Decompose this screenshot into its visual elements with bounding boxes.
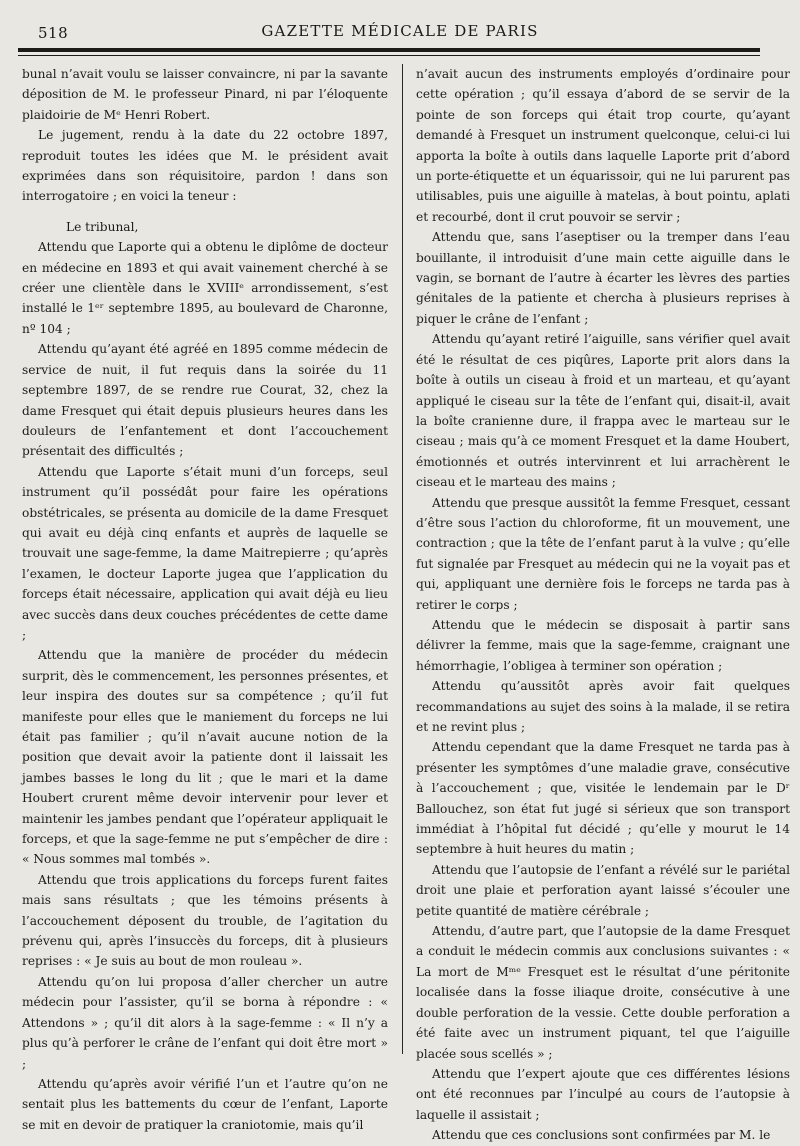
right-column <box>416 64 790 1143</box>
paragraph: Attendu que Laporte s’était muni d’un forceps, seul instrument qu’il possédât pour faire les opérations obstétricales, se présenta au domicile de la dame Fresquet qui avait eu déjà cinq enfants et auprès de laquelle se trouvait une sage-femme, la dame Maitrepierre ; qu’après l’examen, le docteur Laporte jugea que l’application du forceps était nécessaire, application qui avait déjà eu lieu avec succès dans deux couches précédentes de cette dame ; <box>22 464 388 642</box>
paragraph: Attendu qu’aussitôt après avoir fait quelques recommandations au sujet des soins à la malade, il se retira et ne revint plus ; <box>416 679 790 734</box>
paragraph: Attendu qu’on lui proposa d’aller chercher un autre médecin pour l’assister, qu’il se borna à répondre : « Attendons » ; qu’il dit alors à la sage-femme : « Il n’y a plus qu’à perforer le crâne de l’enfant qui doit être mort » ; <box>22 974 388 1071</box>
paragraph: Attendu, d’autre part, que l’autopsie de la dame Fresquet a conduit le médecin commis aux conclusions suivantes : « La mort de Mᵐᵉ Fresquet est le résultat d’une péritonite localisée dans la fosse iliaque droite, consécutive à une double perforation de la vessie. Cette double perforation a été faite avec un instrument piquant, tel que l’aiguille placée sous scellés » ; <box>416 924 790 1061</box>
header-rule-thick <box>18 48 760 52</box>
paragraph: Attendu cependant que la dame Fresquet ne tarda pas à présenter les symptômes d’une maladie grave, consécutive à l’accouchement ; que, visitée le lendemain par le Dʳ Ballouchez, son état fut jugé si sérieux que son transport immédiat à l’hôpital fut décidé ; qu’elle y mourut le 14 septembre à huit heures du matin ; <box>416 740 790 857</box>
page-number: 518 <box>38 24 69 42</box>
paragraph: bunal n’avait voulu se laisser convaincre, ni par la savante déposition de M. le professeur Pinard, ni par l’éloquente plaidoirie de Mᵉ Henri Robert. <box>22 67 388 122</box>
paragraph: Attendu qu’ayant retiré l’aiguille, sans vérifier quel avait été le résultat de ces piqûres, Laporte prit alors dans la boîte à outils un ciseau à froid et un marteau, et qu’ayant appliqué le ciseau sur la tête de l’enfant qui, disait-il, avait la boîte cranienne dure, il frappa avec le marteau sur le ciseau ; mais qu’à ce moment Fresquet et la dame Houbert, émotionnés et outrés intervinrent et lui arrachèrent le ciseau et le marteau des mains ; <box>416 332 790 490</box>
paragraph: n’avait aucun des instruments employés d’ordinaire pour cette opération ; qu’il essaya d’abord de se servir de la pointe de son forceps qui était trop courte, qu’ayant demandé à Fresquet un instrument quelconque, celui-ci lui apporta la boîte à outils dans laquelle Laporte prit d’abord un porte-étiquette et un équarissoir, qui ne lui parurent pas utilisables, puis une aiguille à matelas, à bout pointu, aplati et recourbé, dont il crut pouvoir se servir ; <box>416 67 790 224</box>
paragraph: Attendu qu’après avoir vérifié l’un et l’autre qu’on ne sentait plus les battements du cœur de l’enfant, Laporte se mit en devoir de pratiquer la craniotomie, mais qu’il <box>22 1076 388 1132</box>
paragraph: Attendu que Laporte qui a obtenu le diplôme de docteur en médecine en 1893 et qui avait vainement cherché à se créer une clientèle dans le XVIIIᵉ arrondissement, s’est installé le 1ᵉʳ septembre 1895, au boulevard de Charonne, nº 104 ; <box>22 240 388 336</box>
header-rule-thin <box>18 55 760 56</box>
column-divider <box>402 64 403 1054</box>
journal-title: GAZETTE MÉDICALE DE PARIS <box>261 22 539 40</box>
paragraph: Le tribunal, <box>66 219 139 234</box>
paragraph: Attendu que la manière de procéder du médecin surprit, dès le commencement, les personnes présentes, et leur inspira des doutes sur sa compétence ; qu’il fut manifeste pour elles que le maniement du forceps ne lui était pas familier ; qu’il n’avait aucune notion de la position que devait avoir la patiente dont il laissait les jambes basses le long du lit ; que le mari et la dame Houbert crurent même devoir intervenir pour lever et maintenir les jambes pendant que l’opérateur appliquait le forceps, et que la sage-femme ne put s’empêcher de dire : « Nous sommes mal tombés ». <box>22 648 388 867</box>
paragraph: Attendu que l’autopsie de l’enfant a révélé sur le pariétal droit une plaie et perforation ayant laissé s’écouler une petite quantité de matière cérébrale ; <box>416 862 790 918</box>
paragraph: Attendu que l’expert ajoute que ces différentes lésions ont été reconnues par l’inculpé au cours de l’autopsie à laquelle il assistait ; <box>416 1066 790 1122</box>
paragraph: Attendu que ces conclusions sont confirmées par M. le <box>432 1128 771 1143</box>
left-column <box>22 64 388 1132</box>
paragraph: Attendu que trois applications du forceps furent faites mais sans résultats ; que les témoins présents à l’accouchement déposent du trouble, de l’agitation du prévenu qui, après l’insuccès du forceps, dit à plusieurs reprises : « Je suis au bout de mon rouleau ». <box>22 872 388 969</box>
paragraph: Attendu que le médecin se disposait à partir sans délivrer la femme, mais que la sage-femme, craignant une hémorrhagie, l’obligea à terminer son opération ; <box>416 617 790 673</box>
paragraph: Attendu qu’ayant été agréé en 1895 comme médecin de service de nuit, il fut requis dans la soirée du 11 septembre 1897, de se rendre rue Courat, 32, chez la dame Fresquet qui était depuis plusieurs heures dans les douleurs de l’enfantement et dont l’accouchement présentait des difficultés ; <box>22 342 388 459</box>
paragraph: Attendu que, sans l’aseptiser ou la tremper dans l’eau bouillante, il introduisit d’une main cette aiguille dans le vagin, se bornant de l’autre à écarter les lèvres des parties génitales de la patiente et chercha à plusieurs reprises à piquer le crâne de l’enfant ; <box>416 230 790 326</box>
paragraph: Attendu que presque aussitôt la femme Fresquet, cessant d’être sous l’action du chloroforme, fit un mouvement, une contraction ; que la tête de l’enfant parut à la vulve ; qu’elle fut signalée par Fresquet au médecin qui ne la voyait pas et qui, appliquant une dernière fois le forceps ne tarda pas à retirer le corps ; <box>416 495 790 612</box>
running-header <box>0 18 800 48</box>
paragraph: Le jugement, rendu à la date du 22 octobre 1897, reproduit toutes les idées que M. le président avait exprimées dans son réquisitoire, pardon ! dans son interrogatoire ; en voici la teneur : <box>22 128 388 204</box>
